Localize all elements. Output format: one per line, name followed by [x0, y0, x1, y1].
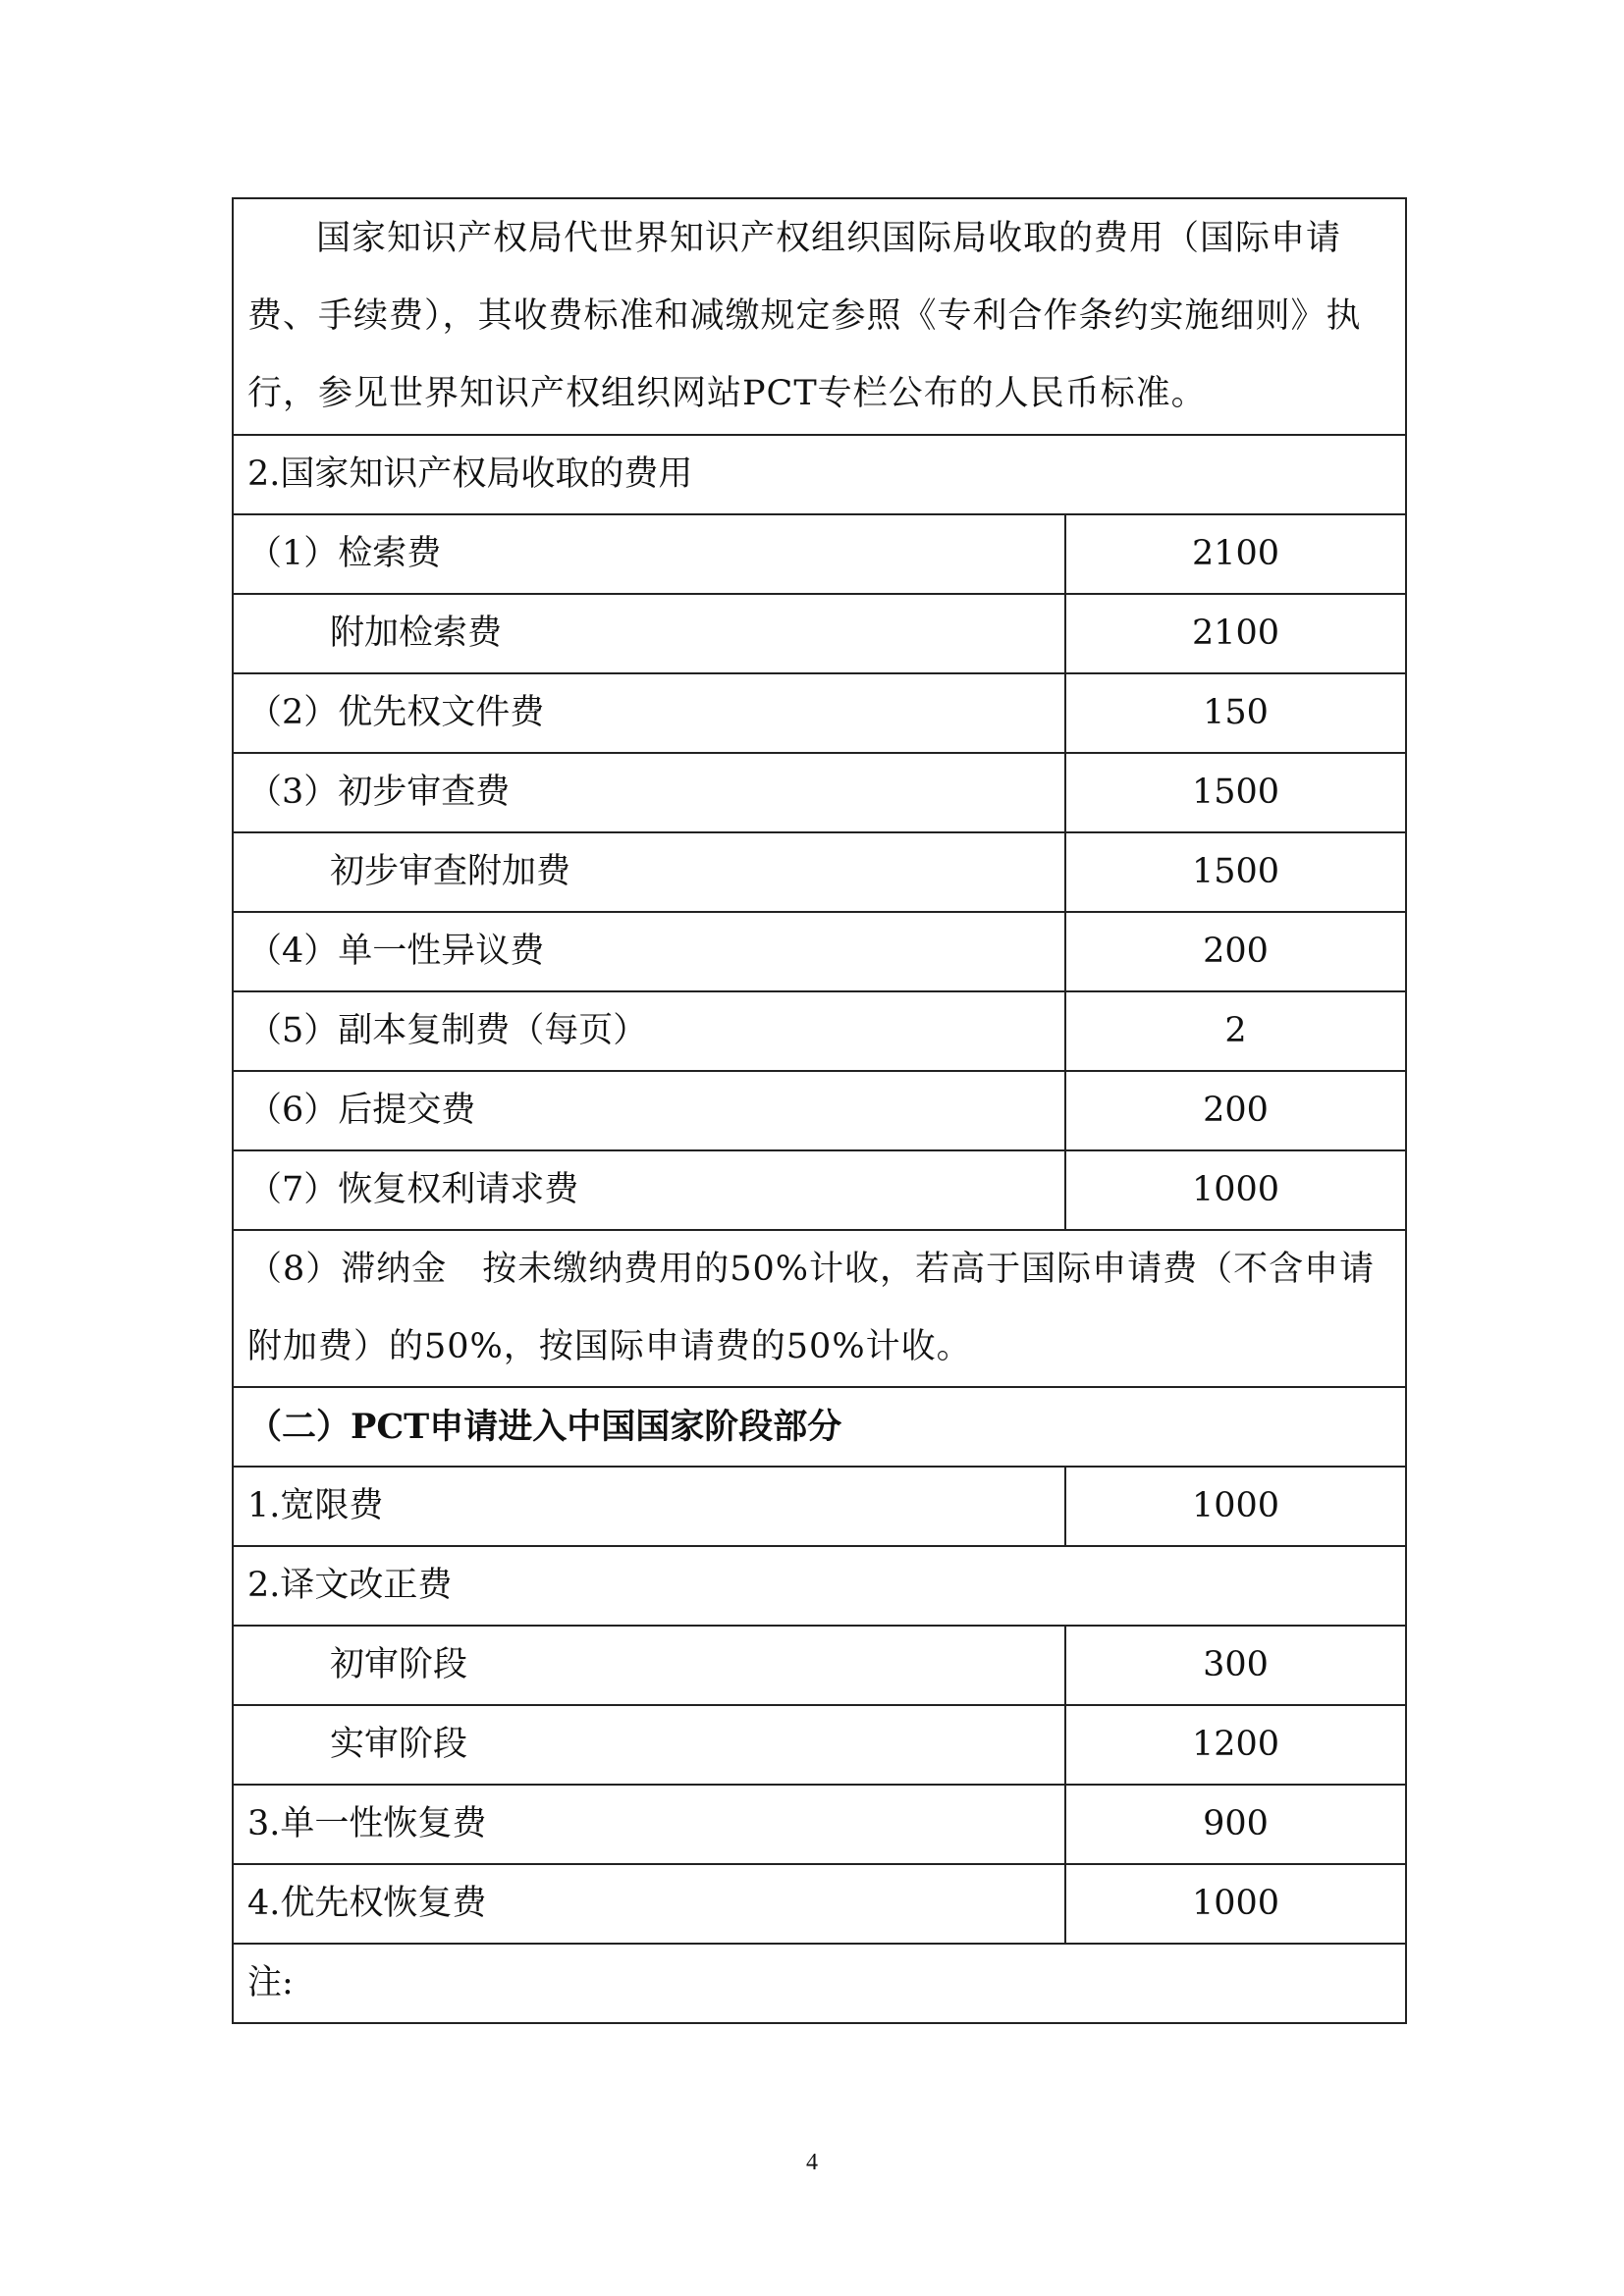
table-row [233, 912, 1406, 991]
intro-row [233, 198, 1406, 435]
intro-paragraph: 国家知识产权局代世界知识产权组织国际局收取的费用（国际申请费、手续费），其收费标准和减缴规定参照《专利合作条约实施细则》执行，参见世界知识产权组织网站PCT专栏公布的人民币标准。 [247, 219, 1362, 413]
late-fee-row [233, 1230, 1406, 1387]
late-fee-paragraph: （8）滞纳金 按未缴纳费用的50%计收，若高于国际申请费（不含申请附加费）的50%，按国际申请费的50%计收。 [233, 1230, 1406, 1387]
fee-value-restoration-of-rights: 1000 [1065, 1150, 1406, 1230]
table-row [233, 1467, 1406, 1546]
fee-label-preliminary-stage: 初审阶段 [233, 1626, 1065, 1705]
table-row [233, 594, 1406, 673]
fee-value-substantive-stage: 1200 [1065, 1705, 1406, 1785]
table-row [233, 1705, 1406, 1785]
fee-label-preliminary-exam: （3）初步审查费 [233, 753, 1065, 832]
page-number: 4 [806, 2150, 818, 2175]
fee-value-preliminary-stage: 300 [1065, 1626, 1406, 1705]
fee-label-unity-protest: （4）单一性异议费 [233, 912, 1065, 991]
table-row [233, 673, 1406, 753]
fee-label-substantive-stage: 实审阶段 [233, 1705, 1065, 1785]
fee-label-unity-restore: 3.单一性恢复费 [233, 1785, 1065, 1864]
fee-value-grace: 1000 [1065, 1467, 1406, 1546]
fee-label-preliminary-exam-additional: 初步审查附加费 [233, 832, 1065, 912]
section-2-title: 2.国家知识产权局收取的费用 [233, 435, 1406, 514]
fee-label-late-furnishing: （6）后提交费 [233, 1071, 1065, 1150]
table-row [233, 832, 1406, 912]
fee-value-priority-restore: 1000 [1065, 1864, 1406, 1944]
note-row [233, 1944, 1406, 2023]
table-row [233, 514, 1406, 594]
fee-value-additional-search: 2100 [1065, 594, 1406, 673]
section-2-title-row [233, 435, 1406, 514]
intro-cell [233, 198, 1406, 435]
part-two-heading-row [233, 1387, 1406, 1467]
fee-label-grace: 1.宽限费 [233, 1467, 1065, 1546]
fee-label-additional-search: 附加检索费 [233, 594, 1065, 673]
fee-value-unity-restore: 900 [1065, 1785, 1406, 1864]
table-row [233, 1785, 1406, 1864]
fee-label-priority-restore: 4.优先权恢复费 [233, 1864, 1065, 1944]
table-row [233, 1150, 1406, 1230]
table-row [233, 1626, 1406, 1705]
fee-value-preliminary-exam: 1500 [1065, 753, 1406, 832]
table-row [233, 1864, 1406, 1944]
fee-label-restoration-of-rights: （7）恢复权利请求费 [233, 1150, 1065, 1230]
table-row [233, 1071, 1406, 1150]
fee-value-unity-protest: 200 [1065, 912, 1406, 991]
fee-value-late-furnishing: 200 [1065, 1071, 1406, 1150]
fee-label-priority-document: （2）优先权文件费 [233, 673, 1065, 753]
table-row [233, 991, 1406, 1071]
translation-fee-title-row [233, 1546, 1406, 1626]
fee-value-priority-document: 150 [1065, 673, 1406, 753]
fee-label-copy: （5）副本复制费（每页） [233, 991, 1065, 1071]
fee-value-search: 2100 [1065, 514, 1406, 594]
part-two-heading: （二）PCT申请进入中国国家阶段部分 [233, 1387, 1406, 1467]
table-row [233, 753, 1406, 832]
note-label: 注: [233, 1944, 1406, 2023]
translation-fee-title: 2.译文改正费 [233, 1546, 1406, 1626]
fee-label-search: （1）检索费 [233, 514, 1065, 594]
fee-value-preliminary-exam-additional: 1500 [1065, 832, 1406, 912]
fee-table [232, 197, 1407, 2024]
fee-value-copy: 2 [1065, 991, 1406, 1071]
